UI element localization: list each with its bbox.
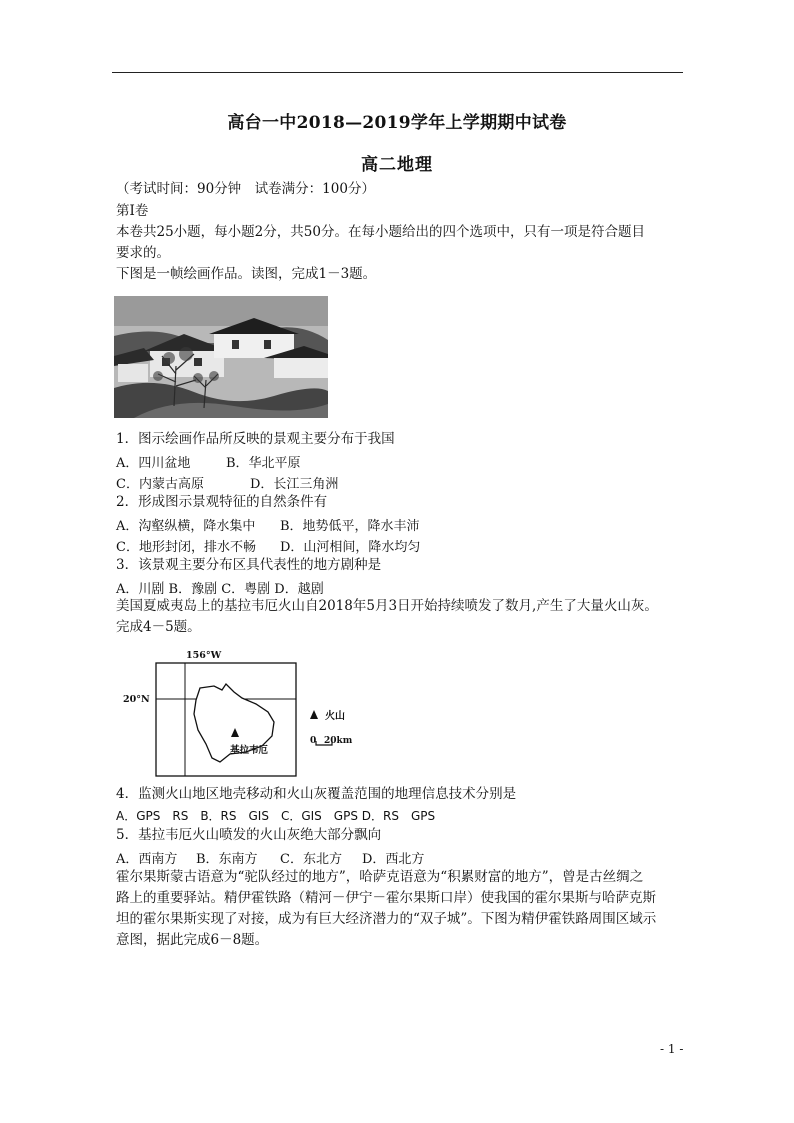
question-2-stem: 2．形成图示景观特征的自然条件有 bbox=[116, 494, 328, 510]
question-4-stem: 4．监测火山地区地壳移动和火山灰覆盖范围的地理信息技术分别是 bbox=[116, 786, 517, 802]
question-5-stem: 5．基拉韦厄火山喷发的火山灰绝大部分飘向 bbox=[116, 827, 382, 843]
question-2-option-c: C．地形封闭，排水不畅 bbox=[116, 540, 256, 555]
question-2-option-a: A．沟壑纵横，降水集中 bbox=[116, 519, 256, 534]
hawaii-island-map bbox=[118, 644, 368, 780]
question-2-option-b: B．地势低平，降水丰沛 bbox=[280, 519, 420, 534]
question-5-option-b: B．东南方 bbox=[196, 852, 258, 867]
scale-zero-label: 0 bbox=[310, 736, 317, 746]
horgos-passage-line-1: 霍尔果斯蒙古语意为“驼队经过的地方”，哈萨克语意为“积累财富的地方”，曾是古丝绸之 bbox=[116, 869, 644, 885]
question-1-stem: 1．图示绘画作品所反映的景观主要分布于我国 bbox=[116, 431, 395, 447]
question-2-option-d: D．山河相间，降水均匀 bbox=[280, 540, 421, 555]
question-1-option-a: A．四川盆地 bbox=[116, 456, 191, 471]
question-5-option-c: C．东北方 bbox=[280, 852, 342, 867]
page-number: - 1 - bbox=[660, 1042, 684, 1056]
question-3-options: A．川剧 B．豫剧 C．粤剧 D．越剧 bbox=[116, 582, 324, 597]
question-1-option-c: C．内蒙古高原 bbox=[116, 477, 204, 492]
exam-title: 高台一中2018—2019学年上学期期中试卷 bbox=[227, 113, 567, 133]
question-4-options: A．GPS RS B．RS GIS C．GIS GPS D．RS GPS bbox=[116, 809, 436, 823]
horgos-passage-line-4: 意图，据此完成6－8题。 bbox=[116, 932, 269, 948]
legend-volcano-icon bbox=[310, 710, 318, 719]
horgos-passage-line-2: 路上的重要驿站。精伊霍铁路（精河－伊宁－霍尔果斯口岸）使我国的霍尔果斯与哈萨克斯 bbox=[116, 890, 656, 906]
question-5-option-d: D．西北方 bbox=[362, 852, 425, 867]
village-painting-image bbox=[114, 296, 328, 418]
exam-info: （考试时间：90分钟 试卷满分：100分） bbox=[116, 181, 375, 197]
question-1-option-b: B．华北平原 bbox=[226, 456, 301, 471]
longitude-label: 156°W bbox=[186, 650, 222, 661]
volcano-intro-line-1: 美国夏威夷岛上的基拉韦厄火山自2018年5月3日开始持续喷发了数月,产生了大量火山灰。 bbox=[116, 598, 658, 614]
volcano-name-label: 基拉韦厄 bbox=[230, 745, 269, 756]
horgos-passage-line-3: 坦的霍尔果斯实现了对接，成为有巨大经济潜力的“双子城”。下图为精伊霍铁路周围区域示 bbox=[116, 911, 657, 927]
instructions-line-1: 本卷共25小题，每小题2分，共50分。在每小题给出的四个选项中，只有一项是符合题目 bbox=[116, 224, 645, 240]
instructions-line-2: 要求的。 bbox=[116, 245, 170, 261]
section-label: 第Ⅰ卷 bbox=[116, 203, 149, 219]
header-rule bbox=[112, 72, 683, 73]
question-5-option-a: A．西南方 bbox=[116, 852, 178, 867]
exam-subtitle: 高二地理 bbox=[361, 155, 433, 175]
painting-intro: 下图是一帧绘画作品。读图，完成1－3题。 bbox=[116, 266, 377, 282]
question-1-option-d: D．长江三角洲 bbox=[250, 477, 339, 492]
scale-distance-label: 20km bbox=[324, 736, 353, 746]
latitude-label: 20°N bbox=[123, 694, 150, 705]
question-3-stem: 3．该景观主要分布区具代表性的地方剧种是 bbox=[116, 557, 382, 573]
volcano-intro-line-2: 完成4－5题。 bbox=[116, 619, 201, 635]
legend-volcano-label: 火山 bbox=[325, 711, 345, 722]
